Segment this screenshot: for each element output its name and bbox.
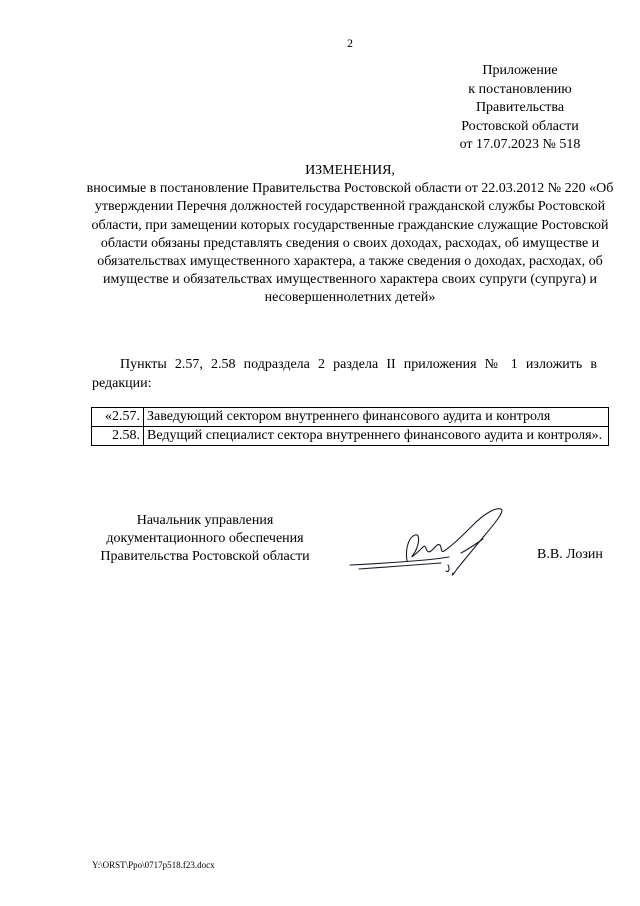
signer-title-line: Правительства Ростовской области bbox=[100, 549, 310, 565]
signer-title-line: Начальник управления bbox=[136, 513, 274, 528]
appendix-line: Приложение bbox=[482, 63, 558, 78]
row-number: «2.57. bbox=[92, 408, 144, 427]
appendix-line: Правительства bbox=[475, 100, 565, 115]
signer-title-line: документационного обеспечения bbox=[106, 531, 304, 547]
amendment-table bbox=[91, 407, 609, 446]
document-heading bbox=[80, 162, 620, 308]
heading-body: вносимые в постановление Правительства Ростовской области от 22.03.2012 № 220 «Об утверждении Перечня должностей государственной гражданской службы Ростовской области, при замещении которых государственные гражданские служащие Ростовской области обязаны представлять сведения о своих доходах, расходах, об имуществе и обязательствах имущественного характера, а также сведения о доходах, расходах, об имуществе и обязательствах имущественного характера своих супруги (супруга) и несовершеннолетних детей» bbox=[86, 181, 614, 306]
table-row bbox=[92, 427, 609, 446]
heading-title: ИЗМЕНЕНИЯ, bbox=[305, 163, 395, 178]
row-number: 2.58. bbox=[92, 427, 144, 446]
appendix-line: от 17.07.2023 № 518 bbox=[459, 137, 581, 152]
appendix-line: Ростовской области bbox=[461, 118, 579, 134]
table-row bbox=[92, 408, 609, 427]
row-text: Заведующий сектором внутреннего финансового аудита и контроля bbox=[144, 408, 609, 427]
signer-title bbox=[80, 512, 330, 567]
row-text: Ведущий специалист сектора внутреннего финансового аудита и контроля». bbox=[144, 427, 609, 446]
instruction-paragraph: Пункты 2.57, 2.58 подраздела 2 раздела II приложения № 1 изложить в редакции: bbox=[92, 357, 597, 391]
appendix-block bbox=[440, 62, 600, 155]
signer-name: В.В. Лозин bbox=[537, 547, 603, 562]
appendix-line: к постановлению bbox=[468, 81, 572, 97]
signature-image bbox=[345, 503, 510, 583]
page-number: 2 bbox=[347, 36, 353, 50]
file-path: Y:\ORST\Ppo\0717p518.f23.docx bbox=[92, 860, 215, 870]
